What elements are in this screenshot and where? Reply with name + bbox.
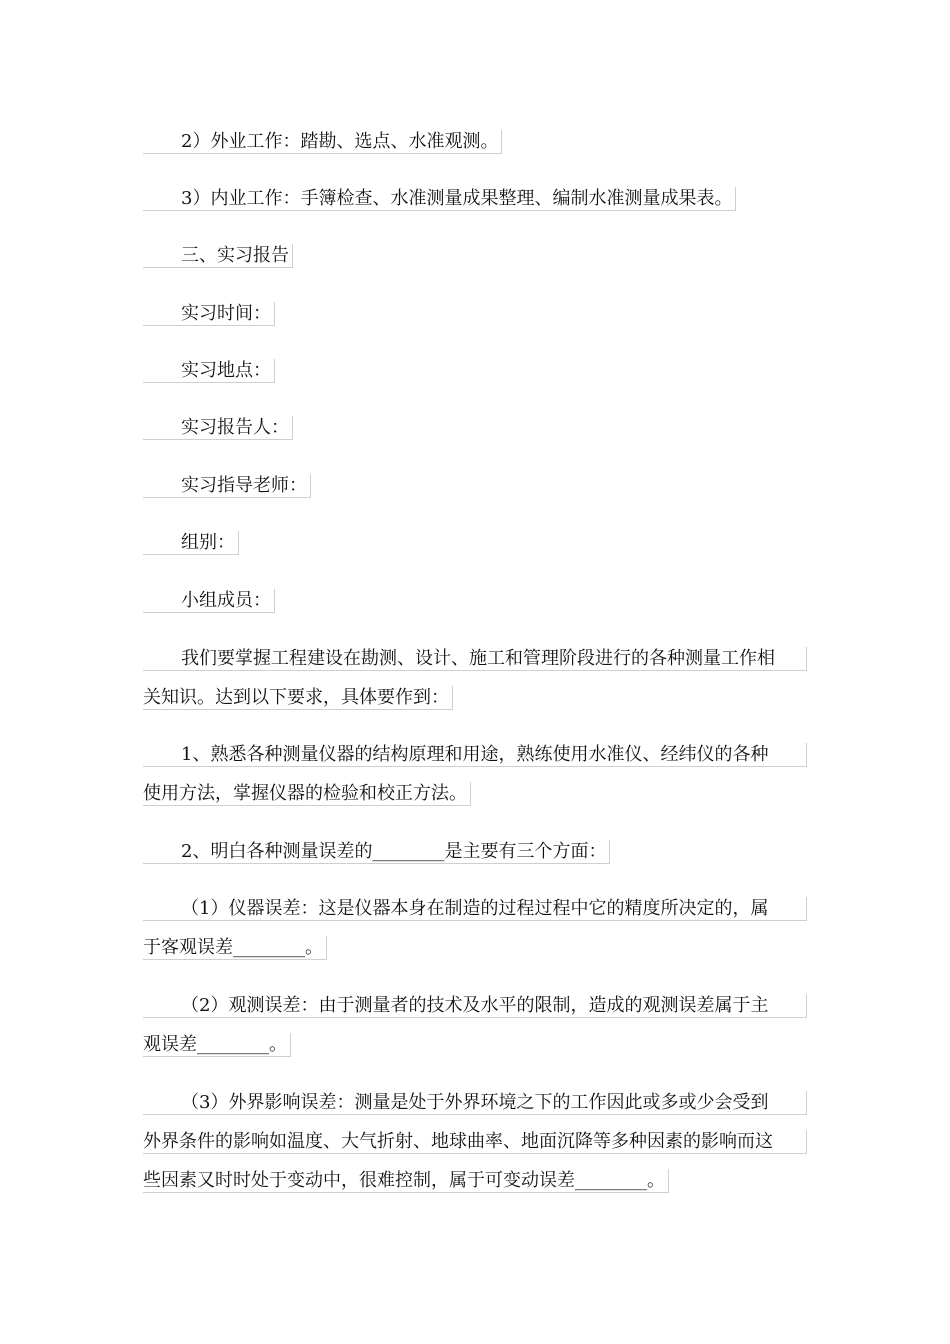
paragraph-requirements-line1: 我们要掌握工程建设在勘测、设计、施工和管理阶段进行的各种测量工作相 (143, 647, 807, 671)
field-internship-location: 实习地点： (143, 359, 275, 383)
field-group: 组别： (143, 531, 239, 555)
paragraph-item1-line1: 1、熟悉各种测量仪器的结构原理和用途，熟练使用水准仪、经纬仪的各种 (143, 743, 807, 767)
paragraph-office-work: 3）内业工作：手簿检查、水准测量成果整理、编制水准测量成果表。 (143, 187, 736, 211)
paragraph-external-error-line3: 些因素又时时处于变动中，很难控制，属于可变动误差________。 (143, 1169, 669, 1193)
section-heading-report: 三、实习报告 (143, 244, 293, 268)
paragraph-instrument-error-line2: 于客观误差________。 (143, 936, 327, 960)
paragraph-requirements-line2: 关知识。达到以下要求，具体要作到： (143, 686, 453, 710)
paragraph-observation-error-line1: （2）观测误差：由于测量者的技术及水平的限制，造成的观测误差属于主 (143, 994, 807, 1018)
paragraph-external-error-line1: （3）外界影响误差：测量是处于外界环境之下的工作因此或多或少会受到 (143, 1091, 807, 1115)
field-instructor: 实习指导老师： (143, 474, 311, 498)
field-reporter: 实习报告人： (143, 416, 293, 440)
paragraph-observation-error-line2: 观误差________。 (143, 1033, 291, 1057)
paragraph-item1-line2: 使用方法，掌握仪器的检验和校正方法。 (143, 782, 471, 806)
paragraph-external-error-line2: 外界条件的影响如温度、大气折射、地球曲率、地面沉降等多种因素的影响而这 (143, 1130, 807, 1154)
paragraph-item2: 2、明白各种测量误差的________是主要有三个方面： (143, 840, 610, 864)
paragraph-field-work: 2）外业工作：踏勘、选点、水准观测。 (143, 130, 502, 154)
field-group-members: 小组成员： (143, 589, 275, 613)
field-internship-time: 实习时间： (143, 302, 275, 326)
paragraph-instrument-error-line1: （1）仪器误差：这是仪器本身在制造的过程过程中它的精度所决定的，属 (143, 897, 807, 921)
